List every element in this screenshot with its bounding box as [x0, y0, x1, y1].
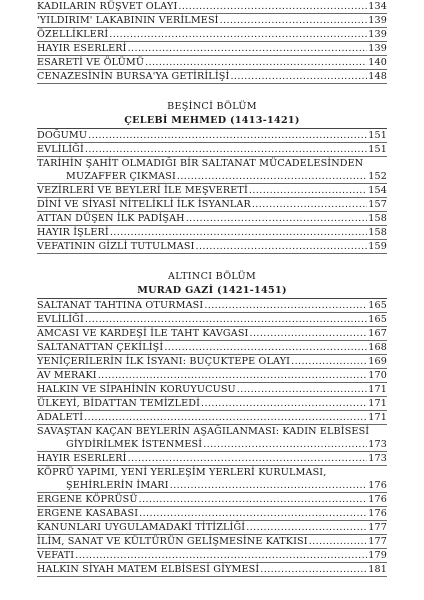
chapter-five-section	[37, 100, 387, 254]
toc-entry[interactable]	[37, 184, 387, 198]
toc-entry-title: HAYIR ESERLERİ	[37, 453, 127, 464]
leader-dots	[186, 212, 368, 225]
toc-entry-title: EVLİLİĞİ	[37, 144, 84, 155]
toc-entry-page: 181	[368, 564, 387, 575]
toc-entry-page: 169	[368, 356, 387, 367]
toc-entry-title: ADALETİ	[37, 412, 84, 423]
toc-entry[interactable]	[37, 28, 387, 42]
toc-entry[interactable]	[37, 157, 387, 184]
toc-entry-title: DİNİ VE SİYASİ NİTELİKLİ İLK İSYANLAR	[37, 199, 251, 210]
toc-entry-page: 152	[368, 171, 387, 182]
toc-entry-page: 139	[368, 29, 387, 40]
leader-dots	[139, 507, 367, 520]
leader-dots	[196, 240, 368, 253]
chapter-number: BEŞİNCİ BÖLÜM	[167, 101, 257, 112]
toc-entry-title: HALKIN VE SİPAHİNİN KORUYUCUSU	[37, 384, 236, 395]
toc-entry-page: 159	[368, 241, 387, 252]
chapter-title: ÇELEBİ MEHMED (1413-1421)	[37, 114, 387, 129]
toc-entry[interactable]	[37, 70, 387, 84]
toc-entry[interactable]	[37, 226, 387, 240]
toc-entry-title: KADILARIN RÜŞVET OLAYI	[37, 1, 178, 12]
toc-entry[interactable]	[37, 425, 387, 452]
leader-dots	[170, 479, 367, 492]
leader-dots	[246, 521, 367, 534]
toc-entry[interactable]	[37, 143, 387, 157]
toc-entry-title: HAYIR İŞLERİ	[37, 227, 109, 238]
toc-entry-page: 176	[368, 494, 387, 505]
chapter-six-section	[37, 270, 387, 577]
toc-entry-title: KANUNLARI UYGULAMADAKİ TİTİZLİĞİ	[37, 522, 246, 533]
toc-entry[interactable]	[37, 313, 387, 327]
toc-entry-title: TARİHİN ŞAHİT OLMADIĞI BİR SALTANAT MÜCADELESİNDEN	[37, 158, 364, 169]
toc-entry-page: 171	[368, 412, 387, 423]
leader-dots	[85, 143, 367, 156]
leader-dots	[75, 549, 367, 562]
leader-dots	[249, 184, 367, 197]
toc-entry[interactable]	[37, 535, 387, 549]
toc-entry-page: 154	[368, 185, 387, 196]
toc-entry-page: 151	[368, 130, 387, 141]
toc-entry-page: 151	[368, 144, 387, 155]
leader-dots	[230, 70, 367, 83]
leader-dots	[139, 493, 368, 506]
leader-dots	[252, 198, 367, 211]
toc-entry-page: 177	[368, 536, 387, 547]
toc-entry-page: 168	[368, 342, 387, 353]
leader-dots	[110, 226, 367, 239]
leader-dots	[88, 129, 367, 142]
leader-dots	[204, 299, 367, 312]
toc-entry-title: SALTANATTAN ÇEKİLİŞİ	[37, 342, 164, 353]
toc-entry-title: İLİM, SANAT VE KÜLTÜRÜN GELİŞMESİNE KATKISI	[37, 536, 308, 547]
toc-entry[interactable]	[37, 549, 387, 563]
leader-dots	[85, 313, 367, 326]
toc-entry-title: EVLİLİĞİ	[37, 314, 84, 325]
toc-entry-title-continued: MUZAFFER ÇIKMASI	[66, 171, 176, 182]
toc-entry[interactable]	[37, 383, 387, 397]
toc-entry-title: CENAZESİNİN BURSA'YA GETİRİLİŞİ	[37, 71, 230, 82]
leader-dots	[164, 341, 367, 354]
toc-entry-page: 171	[368, 384, 387, 395]
toc-entry-title: AV MERAKI	[37, 370, 97, 381]
toc-entry-page: 134	[368, 1, 387, 12]
toc-entry-title: VEFATI	[37, 550, 75, 561]
toc-entry-page: 157	[368, 199, 387, 210]
chapter-title: MURAD GAZİ (1421-1451)	[37, 284, 387, 299]
toc-entry-page: 165	[368, 314, 387, 325]
toc-entry-page: 158	[368, 213, 387, 224]
toc-entry-page: 171	[368, 398, 387, 409]
toc-entry-title: ATTAN DÜŞEN İLK PADİŞAH	[37, 213, 185, 224]
toc-entry-title: ERGENE KÖPRÜSÜ	[37, 494, 138, 505]
leader-dots	[260, 563, 367, 576]
toc-entry-title: DOĞUMU	[37, 130, 88, 141]
toc-entry-title: HALKIN SİYAH MATEM ELBİSESİ GİYMESİ	[37, 564, 260, 575]
chapter-number: ALTINCI BÖLÜM	[167, 271, 257, 282]
toc-top-list	[37, 0, 387, 84]
toc-entry-title: SALTANAT TAHTINA OTURMASI	[37, 300, 204, 311]
toc-entry-title: ERGENE KASABASI	[37, 508, 139, 519]
leader-dots	[203, 438, 367, 451]
toc-entry-page: 140	[368, 57, 387, 68]
leader-dots	[109, 28, 367, 41]
toc-entry[interactable]	[37, 411, 387, 425]
toc-entry-title-continued: ŞEHİRLERİN İMARI	[66, 480, 169, 491]
leader-dots	[98, 369, 368, 382]
toc-entry[interactable]	[37, 466, 387, 493]
toc-entry-page: 167	[368, 328, 387, 339]
toc-entry-title: ÖZELLİKLERİ	[37, 29, 109, 40]
leader-dots	[291, 355, 367, 368]
toc-entry-page: 165	[368, 300, 387, 311]
toc-entry-title: KÖPRÜ YAPIMI, YENİ YERLEŞİM YERLERİ KURULMASI,	[37, 467, 327, 478]
toc-entry-page: 139	[368, 43, 387, 54]
toc-entry-title: AMCASI VE KARDEŞİ İLE TAHT KAVGASI	[37, 328, 249, 339]
leader-dots	[201, 397, 367, 410]
leader-dots	[178, 0, 367, 13]
leader-dots	[128, 42, 368, 55]
toc-entry[interactable]	[37, 212, 387, 226]
toc-entry[interactable]	[37, 397, 387, 411]
toc-entry[interactable]	[37, 129, 387, 143]
toc-entry-page: 177	[368, 522, 387, 533]
toc-entry-page: 173	[368, 439, 387, 450]
chapter-heading	[37, 270, 387, 299]
toc-entry-page: 158	[368, 227, 387, 238]
toc-page	[37, 0, 387, 577]
toc-entry-page: 176	[368, 480, 387, 491]
toc-entry-title: VEFATININ GİZLİ TUTULMASI	[37, 241, 195, 252]
toc-entry[interactable]	[37, 493, 387, 507]
toc-entry-page: 176	[368, 508, 387, 519]
leader-dots	[237, 383, 367, 396]
leader-dots	[250, 327, 368, 340]
toc-entry-page: 139	[368, 15, 387, 26]
toc-entry[interactable]	[37, 0, 387, 14]
toc-entry-page: 179	[368, 550, 387, 561]
leader-dots	[220, 14, 368, 27]
toc-entry[interactable]	[37, 327, 387, 341]
toc-entry[interactable]	[37, 240, 387, 254]
toc-entry-page: 170	[368, 370, 387, 381]
toc-entry-title: YENİÇERİLERİN İLK İSYANI: BUÇUKTEPE OLAYI	[37, 356, 291, 367]
toc-entry[interactable]	[37, 369, 387, 383]
toc-entry[interactable]	[37, 299, 387, 313]
toc-entry-title-continued: GİYDİRİLMEK İSTENMESİ	[66, 439, 203, 450]
toc-entry-title: 'YILDIRIM' LAKABININ VERİLMESİ	[37, 15, 219, 26]
toc-entry-title: ESARETİ VE ÖLÜMÜ	[37, 57, 145, 68]
toc-entry[interactable]	[37, 56, 387, 70]
toc-entry[interactable]	[37, 521, 387, 535]
toc-entry[interactable]	[37, 563, 387, 577]
toc-entry[interactable]	[37, 198, 387, 212]
toc-entry[interactable]	[37, 355, 387, 369]
toc-entry[interactable]	[37, 507, 387, 521]
toc-entry[interactable]	[37, 452, 387, 466]
leader-dots	[309, 535, 368, 548]
toc-entry[interactable]	[37, 341, 387, 355]
toc-entry-page: 173	[368, 453, 387, 464]
toc-entry-title: ÜLKEYİ, BİDATTAN TEMİZLEDİ	[37, 398, 201, 409]
toc-entry-page: 148	[368, 71, 387, 82]
leader-dots	[145, 56, 367, 69]
toc-entry[interactable]	[37, 42, 387, 56]
toc-entry-title: HAYIR ESERLERİ	[37, 43, 127, 54]
leader-dots	[84, 411, 367, 424]
leader-dots	[177, 170, 367, 183]
toc-entry-title: SAVAŞTAN KAÇAN BEYLERİN AŞAĞILANMASI: KADIN ELBİSESİ	[37, 426, 370, 437]
leader-dots	[128, 452, 368, 465]
toc-entry[interactable]	[37, 14, 387, 28]
toc-entry-title: VEZİRLERİ VE BEYLERİ İLE MEŞVERETİ	[37, 185, 248, 196]
chapter-heading	[37, 100, 387, 129]
